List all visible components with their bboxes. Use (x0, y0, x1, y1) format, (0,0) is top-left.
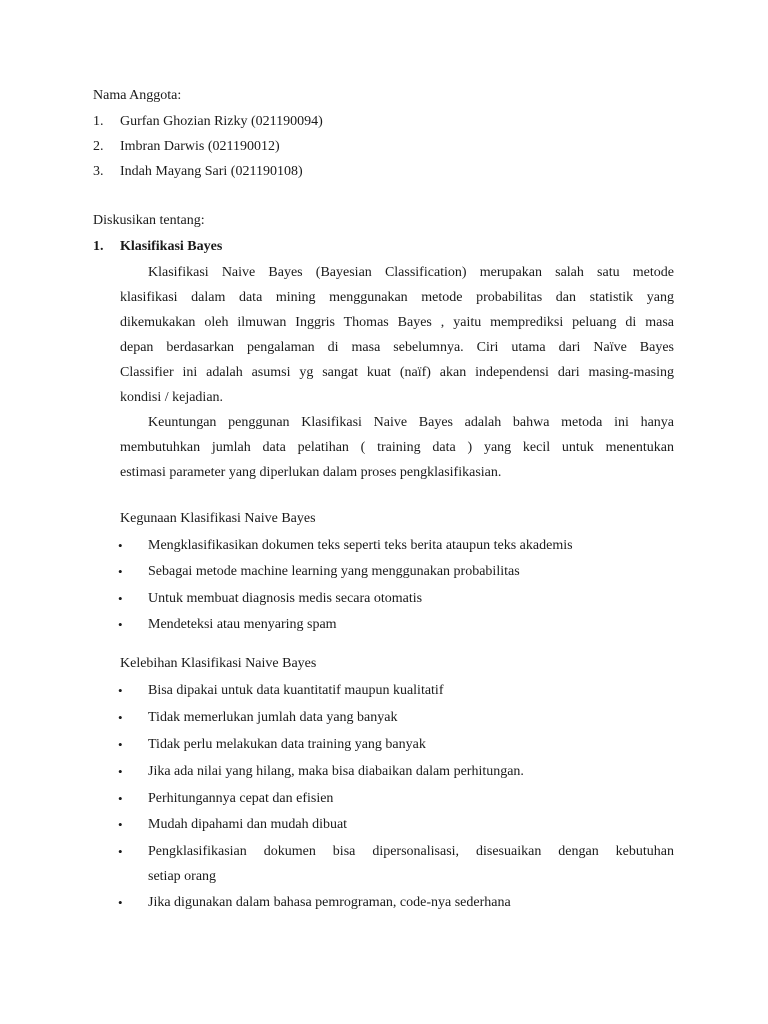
bullet-icon: • (118, 710, 123, 725)
list-item: Jika digunakan dalam bahasa pemrograman, code-nya sederhana (148, 895, 511, 910)
list-item: Tidak perlu melakukan data training yang banyak (148, 737, 426, 752)
list-item: Perhitungannya cepat dan efisien (148, 791, 334, 806)
list-item: Untuk membuat diagnosis medis secara otomatis (148, 591, 423, 606)
bullet-icon: • (118, 817, 123, 832)
list-item: Pengklasifikasian dokumen bisa dipersonalisasi, disesuaikan dengan kebutuhan (148, 844, 674, 859)
list-item-continuation: setiap orang (148, 869, 217, 884)
member-number: 3. (93, 164, 104, 179)
list-item: Mengklasifikasikan dokumen teks seperti teks berita ataupun teks akademis (148, 538, 573, 553)
member-name: Indah Mayang Sari (021190108) (120, 164, 303, 179)
paragraph-line: depan berdasarkan pengalaman di masa sebelumnya. Ciri utama dari Naïve Bayes (120, 340, 674, 355)
paragraph-line: membutuhkan jumlah data pelatihan ( training data ) yang kecil untuk menentukan (120, 440, 674, 455)
paragraph-line: dikemukakan oleh ilmuwan Inggris Thomas Bayes , yaitu memprediksi peluang di masa (120, 315, 674, 330)
member-number: 1. (93, 114, 104, 129)
section-title: Klasifikasi Bayes (120, 239, 223, 254)
member-name: Gurfan Ghozian Rizky (021190094) (120, 114, 323, 129)
bullet-icon: • (118, 591, 123, 606)
bullet-icon: • (118, 564, 123, 579)
discussion-heading: Diskusikan tentang: (93, 213, 205, 228)
list-item: Bisa dipakai untuk data kuantitatif maupun kualitatif (148, 683, 444, 698)
list-item: Jika ada nilai yang hilang, maka bisa diabaikan dalam perhitungan. (148, 764, 524, 779)
list-item: Mudah dipahami dan mudah dibuat (148, 817, 348, 832)
bullet-icon: • (118, 683, 123, 698)
list-item: Tidak memerlukan jumlah data yang banyak (148, 710, 398, 725)
list-item: Mendeteksi atau menyaring spam (148, 617, 337, 632)
bullet-icon: • (118, 538, 123, 553)
paragraph-line: klasifikasi dalam data mining menggunakan metode probabilitas dan statistik yang (120, 290, 674, 305)
paragraph-line: estimasi parameter yang diperlukan dalam proses pengklasifikasian. (120, 465, 502, 480)
paragraph-line: Classifier ini adalah asumsi yg sangat kuat (naïf) akan independensi dari masing-masing (120, 365, 674, 380)
bullet-icon: • (118, 844, 123, 859)
member-name: Imbran Darwis (021190012) (120, 139, 280, 154)
advantages-heading: Kelebihan Klasifikasi Naive Bayes (120, 656, 317, 671)
bullet-icon: • (118, 895, 123, 910)
bullet-icon: • (118, 764, 123, 779)
uses-heading: Kegunaan Klasifikasi Naive Bayes (120, 511, 316, 526)
members-heading: Nama Anggota: (93, 88, 182, 103)
paragraph-line: Klasifikasi Naive Bayes (Bayesian Classification) merupakan salah satu metode (148, 265, 674, 280)
section-number: 1. (93, 239, 104, 254)
bullet-icon: • (118, 617, 123, 632)
bullet-icon: • (118, 737, 123, 752)
bullet-icon: • (118, 791, 123, 806)
list-item: Sebagai metode machine learning yang menggunakan probabilitas (148, 564, 520, 579)
paragraph-line: Keuntungan penggunan Klasifikasi Naive Bayes adalah bahwa metoda ini hanya (148, 415, 674, 430)
paragraph-line: kondisi / kejadian. (120, 390, 224, 405)
member-number: 2. (93, 139, 104, 154)
